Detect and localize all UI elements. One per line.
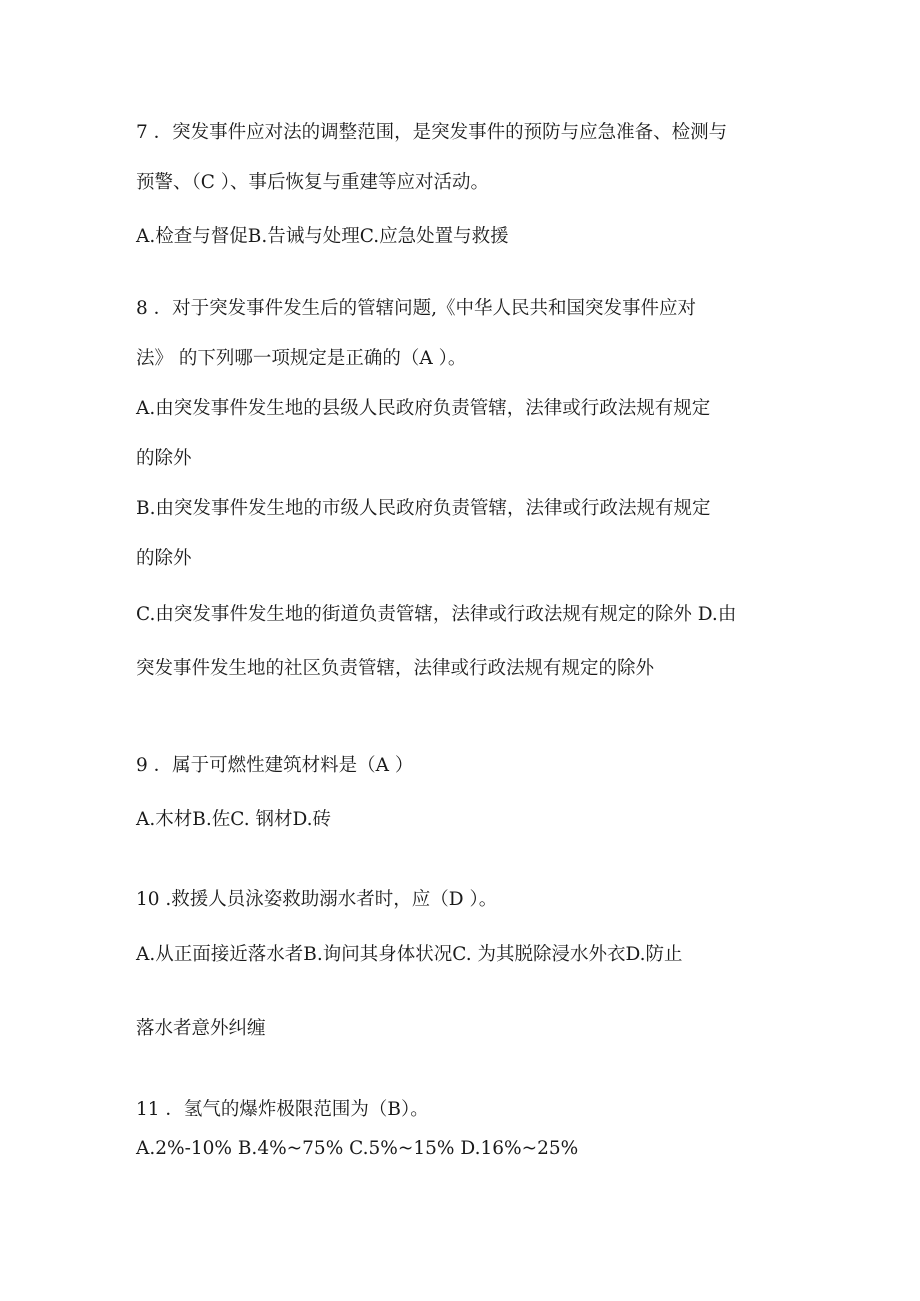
question-11-stem: 11 ．氢气的爆炸极限范围为（B）。: [136, 1099, 429, 1120]
question-7-stem-line-1: 7 ．突发事件应对法的调整范围，是突发事件的预防与应急准备、检测与: [136, 122, 728, 143]
question-8-option-a-line-2: 的除外: [136, 448, 192, 469]
question-10-options-line-1: A.从正面接近落水者B.询问其身体状况C. 为其脱除浸水外衣D.防止: [136, 944, 683, 965]
question-11-options: A.2%-10% B.4%~75% C.5%~15% D.16%~25%: [136, 1138, 579, 1159]
question-7-stem-line-2: 预警、（C ）、事后恢复与重建等应对活动。: [136, 172, 490, 193]
question-7-options: A.检查与督促B.告诫与处理C.应急处置与救援: [136, 226, 509, 247]
question-8-stem-line-1: 8 ．对于突发事件发生后的管辖问题,《中华人民共和国突发事件应对: [136, 298, 697, 319]
question-10-stem: 10 .救援人员泳姿救助溺水者时，应（D ）。: [136, 889, 498, 910]
question-8-option-b-line-1: B.由突发事件发生地的市级人民政府负责管辖，法律或行政法规有规定: [136, 498, 711, 519]
question-8-option-c-line: C.由突发事件发生地的街道负责管辖，法律或行政法规有规定的除外 D.由: [136, 604, 737, 625]
question-8-option-d-line: 突发事件发生地的社区负责管辖，法律或行政法规有规定的除外: [136, 658, 655, 679]
question-8-option-a-line-1: A.由突发事件发生地的县级人民政府负责管辖，法律或行政法规有规定: [136, 398, 711, 419]
question-8-option-b-line-2: 的除外: [136, 548, 192, 569]
question-8-stem-line-2: 法》 的下列哪一项规定是正确的（A ）。: [136, 348, 467, 369]
question-9-options: A.木材B.佐C. 钢材D.砖: [136, 809, 332, 830]
question-9-stem: 9 ．属于可燃性建筑材料是（A ）: [136, 755, 414, 776]
question-10-options-line-2: 落水者意外纠缠: [136, 1018, 266, 1039]
